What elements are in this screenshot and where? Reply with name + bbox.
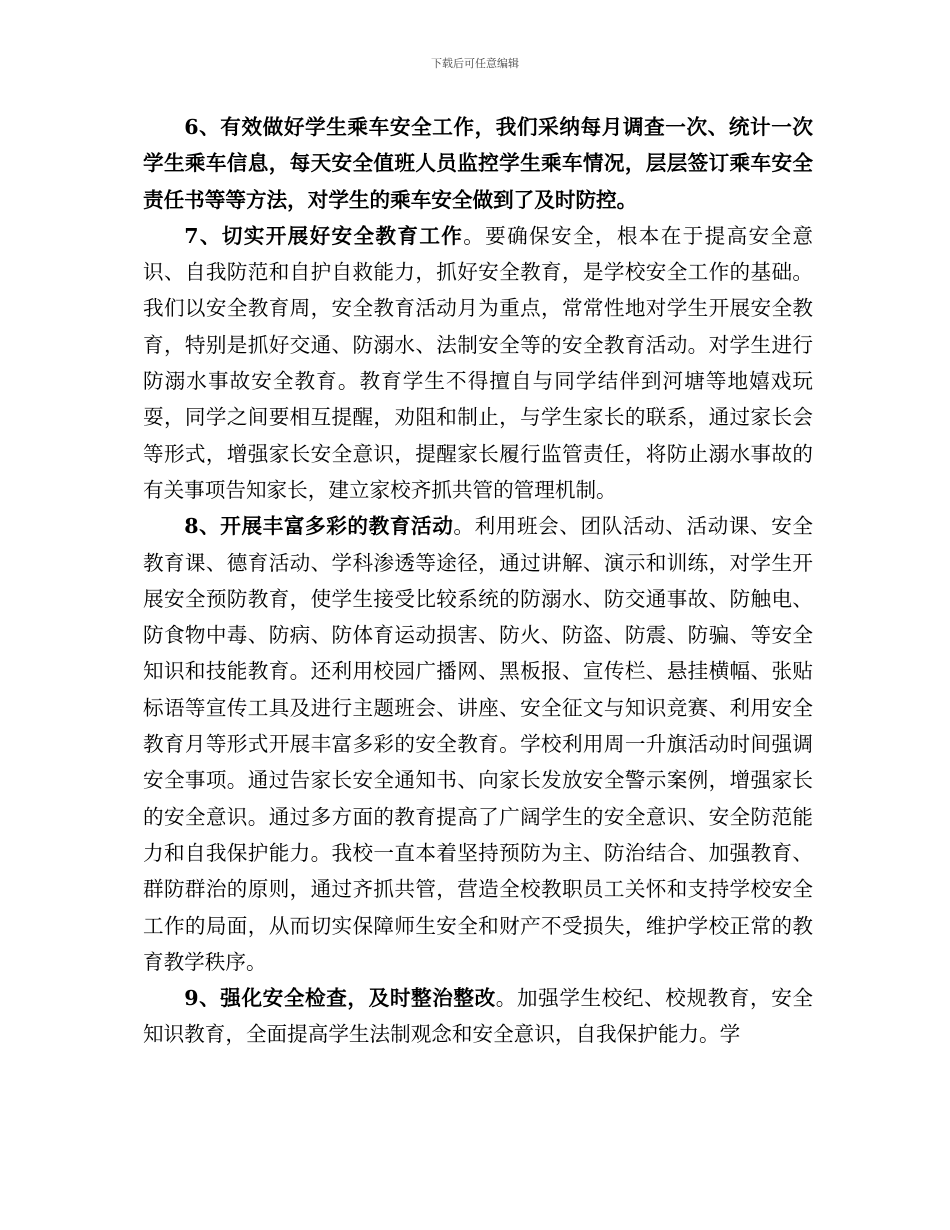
paragraph-8	[143, 508, 813, 980]
paragraph-7	[143, 218, 813, 508]
paragraph-9-heading: 9、强化安全检查，及时整治整改	[184, 986, 496, 1011]
paragraph-9-text: 。加强学生校纪、校规教育，安全知识教育，全面提高学生法制观念和安全意识，自我保护能力。学	[143, 986, 814, 1047]
paragraph-7-heading: 7、切实开展好安全教育工作	[184, 223, 464, 248]
paragraph-7-text: 。要确保安全，根本在于提高安全意识、自我防范和自护自救能力，抓好安全教育，是学校安全工作的基础。我们以安全教育周，安全教育活动月为重点，常常性地对学生开展安全教育，特别是抓好交通、防溺水、法制安全等的安全教育活动。对学生进行防溺水事故安全教育。教育学生不得擅自与同学结伴到河塘等地嬉戏玩耍，同学之间要相互提醒，劝阻和制止，与学生家长的联系，通过家长会等形式，增强家长安全意识，提醒家长履行监管责任，将防止溺水事故的有关事项告知家长，建立家校齐抓共管的管理机制。	[143, 223, 813, 502]
paragraph-9	[143, 980, 813, 1053]
paragraph-8-heading: 8、开展丰富多彩的教育活动	[184, 514, 454, 539]
document-body	[143, 109, 813, 1053]
paragraph-6-text: 6、有效做好学生乘车安全工作，我们采纳每月调查一次、统计一次学生乘车信息，每天安全值班人员监控学生乘车情况，层层签订乘车安全责任书等等方法，对学生的乘车安全做到了及时防控。	[143, 115, 813, 212]
page-header: 下载后可任意编辑	[431, 57, 519, 70]
paragraph-8-text: 。利用班会、团队活动、活动课、安全教育课、德育活动、学科渗透等途径，通过讲解、演示和训练，对学生开展安全预防教育，使学生接受比较系统的防溺水、防交通事故、防触电、防食物中毒、防病、防体育运动损害、防火、防盗、防震、防骗、等安全知识和技能教育。还利用校园广播网、黑板报、宣传栏、悬挂横幅、张贴标语等宣传工具及进行主题班会、讲座、安全征文与知识竞赛、利用安全教育月等形式开展丰富多彩的安全教育。学校利用周一升旗活动时间强调安全事项。通过告家长安全通知书、向家长发放安全警示案例，增强家长的安全意识。通过多方面的教育提高了广阔学生的安全意识、安全防范能力和自我保护能力。我校一直本着坚持预防为主、防治结合、加强教育、群防群治的原则，通过齐抓共管，营造全校教职员工关怀和支持学校安全工作的局面，从而切实保障师生安全和财产不受损失，维护学校正常的教育教学秩序。	[143, 514, 814, 974]
paragraph-6	[143, 109, 813, 218]
